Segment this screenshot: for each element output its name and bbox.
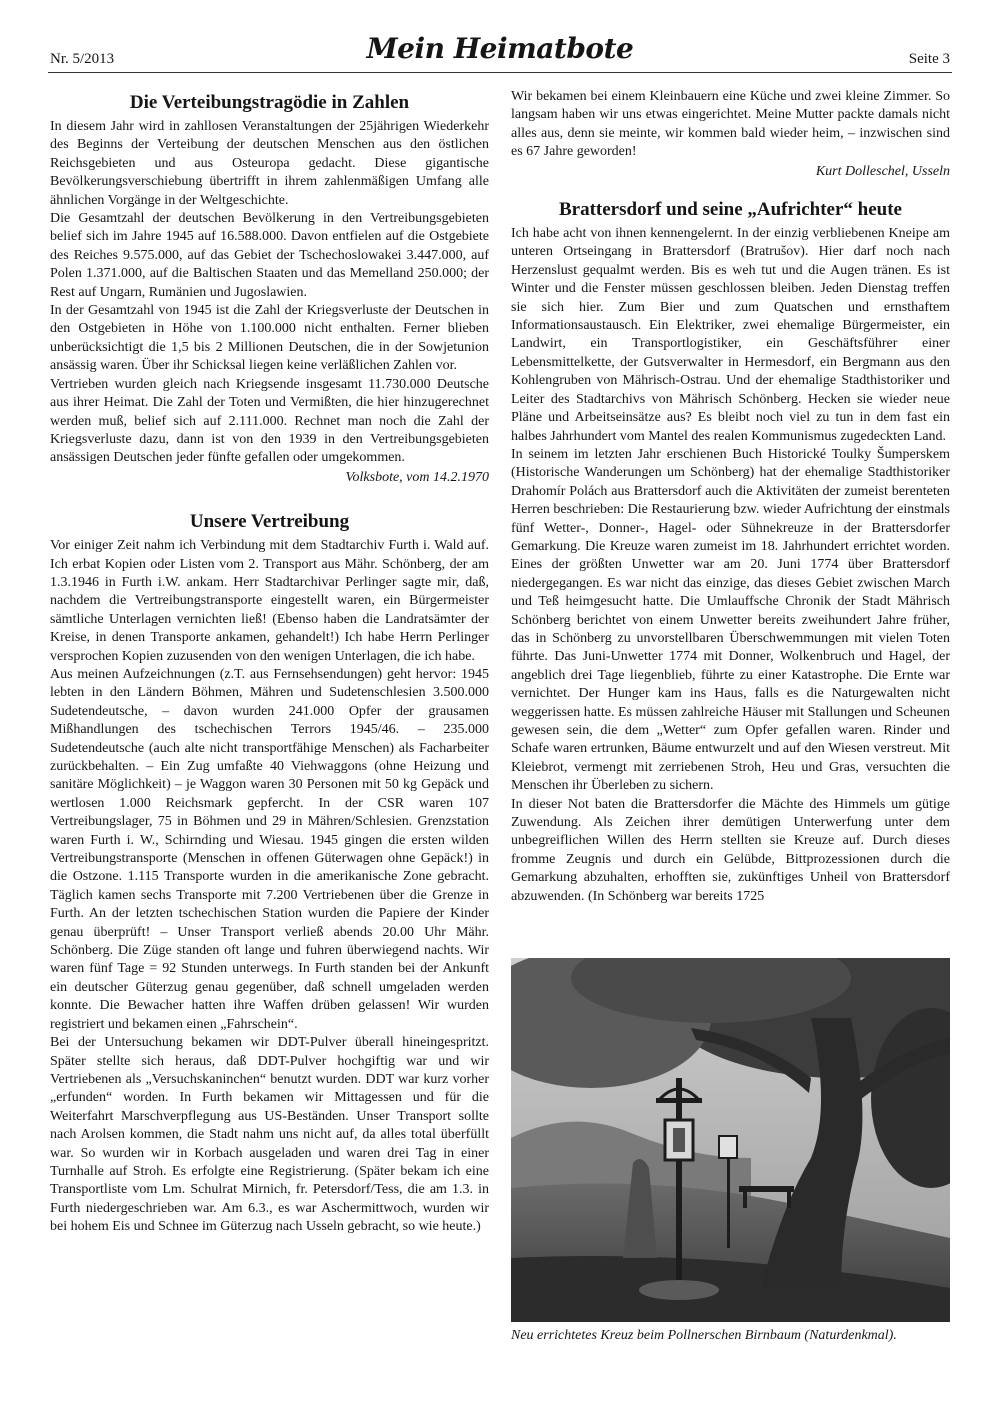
header-divider xyxy=(48,72,952,73)
article2-paragraph: Vor einiger Zeit nahm ich Verbindung mit dem Stadtarchiv Furth i. Wald auf. Ich erbat Kopien oder Listen vom 2. Transport aus Mähr. Schönberg, der am 1.3.1946 in Furth i.W. ankam. Herr Stadtarchivar Perlinger sagte mir, daß, nachdem die Vertreibungstransporte eingestellt waren, ein Bürgermeister sämtliche Unterlagen vernichten ließ! (Ebenso haben die Landratsämter der Kreise, in denen Transporte ankamen, gehandelt!) Ich habe Herrn Perlinger versprochen Kopien zuzusenden von den wenigen Unterlagen, die ich habe. xyxy=(50,538,489,664)
right-column xyxy=(511,88,950,906)
article1-source: Volksbote, vom 14.2.1970 xyxy=(345,469,489,485)
issue-number: Nr. 5/2013 xyxy=(50,51,115,67)
article3-paragraph: In seinem im letzten Jahr erschienen Buch Historické Toulky Šumperskem (Historische Wanderungen um Schönberg) hat der ehemalige Stadthistoriker Drahomír Polách aus Brattersdorf auch die Aktivitäten der zumeist berenteten Herren beschrieben: Die Restaurierung bzw. wieder Aufrichtung der einstmals fünf Wetter-, Donner-, Hagel- oder Sühnekreuze in der Brattersdorfer Gemarkung. Die Kreuze waren zumeist im 18. Jahrhundert errichtet worden. Eines der größten Unwetter war am 20. Juni 1774 über Brattersdorf niedergegangen. Es war nicht das einzige, das dieses Gebiet zwischen March und Teß heimgesucht hatte. Die Umlauffsche Chronik der Stadt Mährisch Schönberg berichtet von einem Unwetter bereits zweihundert Jahre früher, das in Schönberg zu unvorstellbaren Überschwemmungen mit vielen Toten führte. Das Juni-Unwetter 1774 mit Donner, Wolkenbruch und Hagel, der angeblich drei Tage liegenblieb, führte zu einer Katastrophe. Die Ernte war vernichtet. Der Hunger kam ins Haus, falls es die Naturgewalten nicht weggerissen hatte. Es müssen zahlreiche Häuser mit Stallungen und Scheunen gewesen sein, die dem „Wetter“ zum Opfer gefallen waren. Rinder und Schafe waren ertrunken, Bäume entwurzelt und auf den Wiesen verstreut. Mit Kleiebrot, vermengt mit zerriebenen Stroh, Heu und Gras, versuchten die Menschen ihr Überleben zu sichern. xyxy=(511,446,950,794)
left-column xyxy=(50,88,489,1237)
article-title-verteibungstragoedie: Die Verteibungstragödie in Zahlen xyxy=(129,92,410,113)
article3-paragraph: In dieser Not baten die Brattersdorfer die Mächte des Himmels um gütige Zuwendung. Als Zeichen ihrer demütigen Unterwerfung unter dem unbegreiflichen Willen des Herrn stellten sie Kreuze auf. Durch dieses fromme Zeugnis und durch ein Gelübde, Bittprozessionen durch die Gemarkung abzuhalten, erhofften sie, zukünftiges Unheil von Brattersdorf abzuwenden. (In Schönberg war bereits 1725 xyxy=(511,796,950,904)
article-gap xyxy=(511,181,950,195)
photo-cross-pear-tree xyxy=(511,958,950,1322)
article-gap xyxy=(50,487,489,507)
article2-author: Kurt Dolleschel, Usseln xyxy=(815,163,950,179)
page-number: Seite 3 xyxy=(908,51,950,67)
article2-continuation: Wir bekamen bei einem Kleinbauern eine Küche und zwei kleine Zimmer. So langsam haben wir uns etwas eingerichtet. Meine Mutter packte damals nicht alles aus, denn sie meinte, wir kommen bald wieder heim, – inzwischen sind es 67 Jahre geworden! xyxy=(511,89,950,160)
article-title-unsere-vertreibung: Unsere Vertreibung xyxy=(189,511,350,533)
photo-caption: Neu errichtetes Kreuz beim Pollnerschen Birnbaum (Naturdenkmal). xyxy=(511,1328,897,1343)
article3-paragraph: Ich habe acht von ihnen kennengelernt. In der einzig verbliebenen Kneipe am unteren Ortseingang in Brattersdorf (Bratrušov). Hier darf noch nach Herzenslust gequalmt werden. Bis es weh tut und die Augen tränen. Es ist Winter und die Fenster müssen geschlossen bleiben. Jeden Dienstag treffen sie sich hier. Zum Bier und zum Quatschen und ernsthaftem Informationsaustausch. Ein Elektriker, zwei ehemalige Bürgermeister, ein Landwirt, ein Transportlogistiker, ein Geschäftsführer einer Lebensmittelkette, der Gutsverwalter in Hermesdorf, ein Bergmann aus den Kohlengruben von Mährisch-Ostrau. Und der ehemalige Stadthistoriker und Leiter des Stadtarchivs von Mährisch Schönberg. Hecken sie wieder neue Pläne und Arbeitseinsätze aus? Es bleibt noch viel zu tun in dem fast ein halbes Jahrhundert vom Mantel des realen Kommunismus zugedeckten Land. xyxy=(511,226,950,444)
article1-paragraph: In der Gesamtzahl von 1945 ist die Zahl der Kriegsverluste der Deutschen in den Ostgebieten in Höhe von 1.100.000 nicht enthalten. Ferner blieben unberücksichtigt die 1,5 bis 2 Millionen Deutschen, die in der Sowjetunion ansässig waren. Über ihr Schicksal liegen keine verläßlichen Zahlen vor. xyxy=(50,303,489,374)
article1-paragraph: In diesem Jahr wird in zahllosen Veranstaltungen der 25jährigen Wiederkehr des Beginns der Verteibung der deutschen Menschen aus den östlichen Reichsgebieten und aus Osteuropa gedacht. Diese gigantische Bevölkerungsverschiebung übertrifft in ihrem zahlenmäßigen Umfang alle ähnlichen Vorgänge in der Weltgeschichte. xyxy=(50,119,489,208)
photo-illustration xyxy=(511,958,950,1322)
article2-paragraph: Aus meinen Aufzeichnungen (z.T. aus Fernsehsendungen) geht hervor: 1945 lebten in den Ländern Böhmen, Mähren und Sudetenschlesien 3.500.000 Sudetendeutsche, – davon wurden 241.000 Opfer der grausamen Mißhandlungen des tschechischen Terrors 1945/46. – 235.000 Sudetendeutsche (auch alte nicht transportfähige Menschen) als Facharbeiter zurückbehalten. – Ein Zug umfaßte 40 Viehwaggons (ohne Heizung und sanitäre Möglichkeit) – je Waggon waren 30 Personen mit 50 kg Gepäck und wertlosen 1.000 Reichsmark gepfercht. In der CSR waren 107 Vertreibungslager, 75 in Böhmen und 29 in Mähren/Schlesien. Grenzstation waren Furth i. W., Schirnding und Wiesau. 1945 gingen die ersten wilden Vertreibungstransporte (Menschen in offenen Güterwagen ohne Gepäck!) in die Ostzone. 1.115 Transporte wurden in die amerikanische Zone gebracht. Täglich kamen sechs Transporte mit 7.200 Vertriebenen über die Grenze in Furth. An der letzten tschechischen Station wurden die Papiere der Kinder genau überprüft! – Unser Transport verließ abends 20.00 Uhr Mähr. Schönberg. Die Züge standen oft lange und fuhren überwiegend nachts. Wir waren fünf Tage = 92 Stunden unterwegs. In Furth standen bei der Ankunft ein deutscher Güterzug genau gegenüber, daß schnell umgeladen werden konnte. Die Bewacher hatten ihre Waffen drüben gelassen! Wir wurden registriert und bekamen einen „Fahrschein“. xyxy=(50,666,489,1032)
article2-paragraph: Bei der Untersuchung bekamen wir DDT-Pulver überall hineingespritzt. Später stellte sich heraus, daß DDT-Pulver hochgiftig war und wir Vertriebenen als „Versuchskaninchen“ benutzt wurden. DDT war kurz vorher „erfunden“ worden. In Furth bekamen wir Mittagessen und für die Weiterfahrt Marschverpflegung aus US-Beständen. Unser Transport sollte nach Arolsen kommen, die Stadt nahm uns nicht auf, da alles total überfüllt war. So wurden wir in Korbach ausgeladen und waren drei Tag in einer Turnhalle auf Stroh. Es erfolgte eine Registrierung. (Später bekam ich eine Transportliste vom Lm. Schulrat Mirnich, fr. Petersdorf/Tess, die am 1.3. in Furth niedergeschrieben war. Am 6.3., es war Aschermittwoch, wurden wir bei hohem Eis und Schnee im Güterzug nach Usseln gebracht, so wie heute.) xyxy=(50,1035,489,1235)
masthead-logo: Mein Heimatbote xyxy=(366,32,634,65)
article1-paragraph: Die Gesamtzahl der deutschen Bevölkerung in den Vertreibungsgebieten belief sich im Jahre 1945 auf 16.588.000. Davon entfielen auf die Ostgebiete des Reiches 9.575.000, auf das Gebiet der Tschechoslowakei 3.447.000, auf Polen 1.371.000, auf die Baltischen Staaten und das Memelland 250.000; der Rest auf Ungarn, Rumänien und Jugoslawien. xyxy=(50,211,489,300)
article-title-brattersdorf: Brattersdorf und seine „Aufrichter“ heute xyxy=(558,199,902,221)
article1-paragraph: Vertrieben wurden gleich nach Kriegsende insgesamt 11.730.000 Deutsche aus ihrer Heimat. Die Zahl der Toten und Vermißten, die hier hinzugerechnet werden muß, belief sich auf 2.111.000. Rechnet man noch die Zahl der Kriegsverluste dazu, dann ist von den 1939 in den Vertreibungsgebieten ansässigen Deutschen jeder fünfte gefallen oder umgekommen. xyxy=(50,376,489,466)
